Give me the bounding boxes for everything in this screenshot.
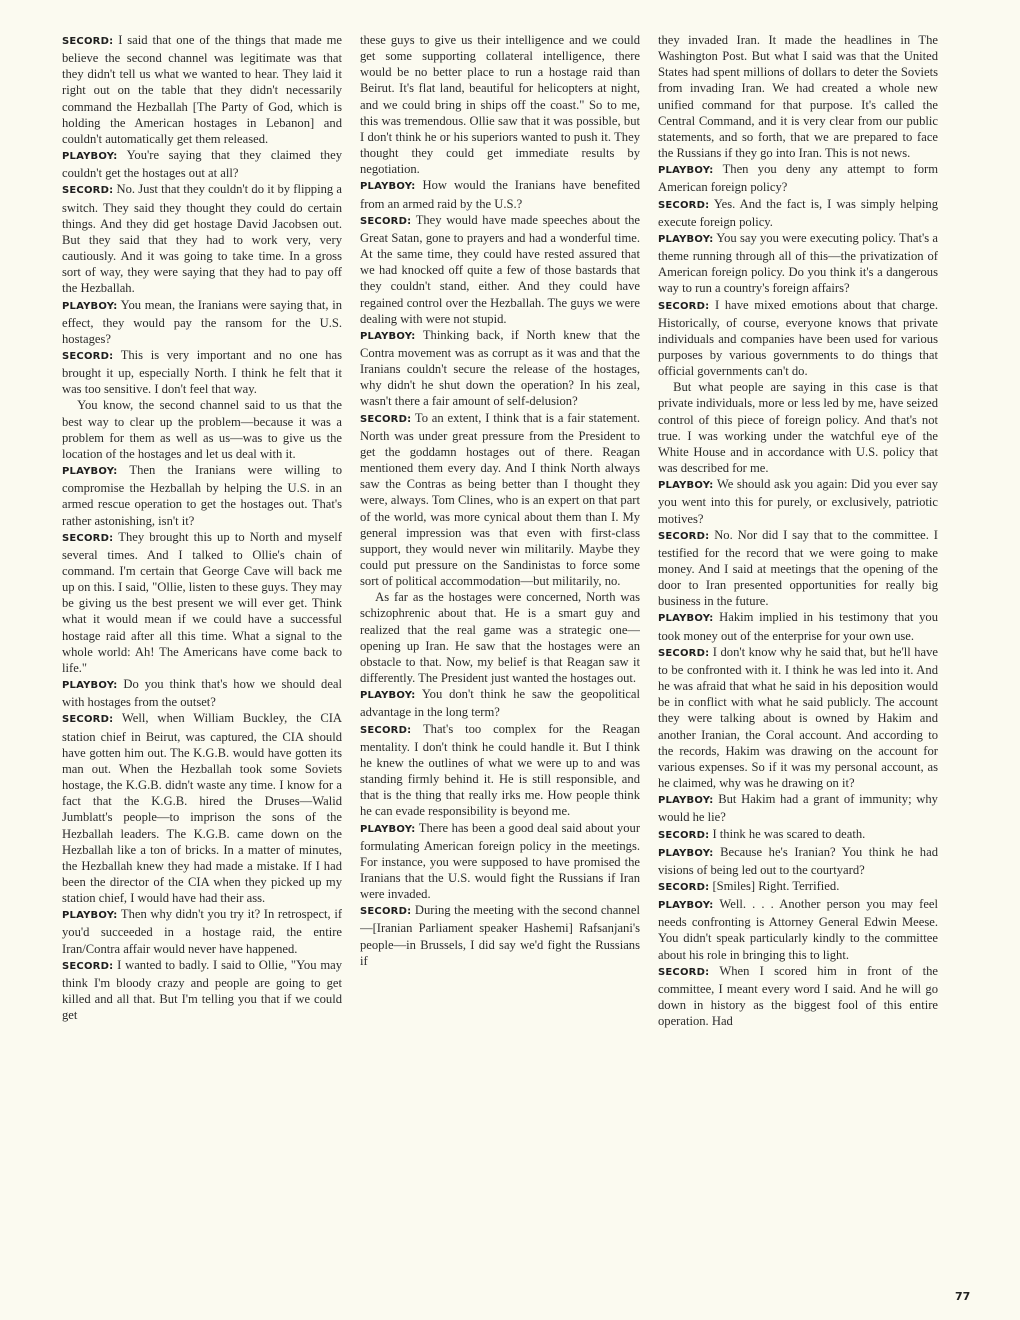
speaker-label: SECORD: [658,829,710,841]
paragraph-text: They brought this up to North and myself several times. And I talked to Ollie's chain of command. I'm certain that George Cave will back me up on this. I said, "Ollie, listen to these guys. They may be giving us the best present we will ever get. Think what it would mean if we could have a successful hostage raid after all this time. What a signal to the whole world: Ah! The Americans have come back to life." [62,529,342,675]
qa-paragraph [658,297,938,380]
qa-paragraph [62,32,342,147]
qa-paragraph [360,686,640,720]
qa-paragraph [62,181,342,296]
qa-paragraph [658,791,938,825]
speaker-label: PLAYBOY: [62,151,118,163]
paragraph-text: Thinking back, if North knew that the Contra movement was as corrupt as it was and that the Iranians couldn't secure the release of the hostages, why didn't he shut down the operation? In his zeal, wasn't there a fair amount of self-delusion? [360,327,640,409]
qa-paragraph [658,963,938,1030]
qa-paragraph [658,196,938,230]
speaker-label: SECORD: [360,906,412,918]
speaker-label: SECORD: [62,532,114,544]
paragraph-text: I have mixed emotions about that charge. Historically, of course, everyone knows that private individuals and companies have been used for various purposes by various governments to do things that official governments can't do. [658,297,938,379]
qa-paragraph [658,161,938,195]
qa-paragraph [658,844,938,878]
qa-paragraph [62,462,342,529]
qa-paragraph [62,147,342,181]
column-2 [360,32,640,1292]
qa-paragraph [658,476,938,526]
qa-paragraph [360,721,640,820]
column-1 [62,32,342,1292]
speaker-label: SECORD: [360,215,412,227]
body-paragraph [658,32,938,161]
qa-paragraph [360,327,640,410]
paragraph-text: As far as the hostages were concerned, North was schizophrenic about that. He is a smart guy and realized that the real game was a strategic one—opening up Iran. He saw that the hostages were an obstacle to that. Now, my belief is that Reagan saw it differently. The President just wanted the hostages out. [360,590,640,686]
qa-paragraph [62,676,342,710]
qa-paragraph [658,896,938,963]
speaker-label: SECORD: [62,36,114,47]
speaker-label: PLAYBOY: [360,823,416,835]
paragraph-text: During the meeting with the second channel—[Iranian Parliament speaker Hashemi] Rafsanjani's people—in Brussels, I did say we'd fight the Russians if [360,903,640,968]
speaker-label: PLAYBOY: [62,680,118,692]
speaker-label: PLAYBOY: [62,300,118,312]
speaker-label: SECORD: [658,647,710,659]
paragraph-text: We should ask you again: Did you ever say you went into this for purely, or exclusively, patriotic motives? [658,477,938,526]
qa-paragraph [360,902,640,969]
body-paragraph [62,397,342,462]
qa-paragraph [62,710,342,906]
qa-paragraph [62,347,342,397]
speaker-label: PLAYBOY: [62,910,118,922]
paragraph-text: To an extent, I think that is a fair statement. North was under great pressure from the President to get the goddamn hostages out of there. Reagan mentioned them every day. And I think North always saw the Contras as being better than I thought they were, always. Tom Clines, who is an expert on that part of the world, was more cynical about them than I. My general impression was that even with first-class support, they would never win militarily. Maybe they could put pressure on the Sandinistas to force some sort of political accommodation—but militarily, no. [360,410,640,589]
paragraph-text: There has been a good deal said about your formulating American foreign policy in the meetings. For instance, you were supposed to have promised the Iranians that the U.S. would fight the Russians if Iran were invaded. [360,820,640,902]
qa-paragraph [360,820,640,903]
paragraph-text: They would have made speeches about the Great Satan, gone to prayers and had a wonderful time. At the same time, they could have rested assured that we had knocked off quite a few of those bastards that they couldn't stand, either. And they could have regained control over the Hezballah. The guys we were dealing with were not stupid. [360,212,640,326]
speaker-label: SECORD: [658,300,710,312]
qa-paragraph [62,529,342,676]
speaker-label: PLAYBOY: [658,233,714,245]
speaker-label: SECORD: [658,199,710,211]
speaker-label: SECORD: [658,881,710,893]
paragraph-text: When I scored him in front of the committee, I meant every word I said. And he will go down in history as the biggest fool of this entire operation. Had [658,963,938,1029]
qa-paragraph [62,957,342,1024]
body-paragraph [360,32,640,177]
speaker-label: PLAYBOY: [360,330,416,342]
paragraph-text: Then why didn't you try it? In retrospect, if you'd succeeded in a hostage raid, the entire Iran/Contra affair would never have happened. [62,907,342,956]
paragraph-text: You don't think he saw the geopolitical advantage in the long term? [360,687,640,720]
speaker-label: PLAYBOY: [658,480,714,492]
paragraph-text: You say you were executing policy. That's a theme running through all of this—the privatization of American foreign policy. Do you think it's a dangerous way to run a country's foreign affairs? [658,230,938,296]
paragraph-text: You know, the second channel said to us that the best way to clear up the problem—because it was a problem for them as well as us—was to give us the location of the hostages and let us deal with it. [62,398,342,461]
paragraph-text: I wanted to badly. I said to Ollie, "You may think I'm bloody crazy and people are going to get killed and all that. But I'm telling you that if we could get [62,957,342,1023]
paragraph-text: Well, when William Buckley, the CIA station chief in Beirut, was captured, the CIA should have gotten him out. The K.G.B. would have gotten its man out. When the Hezballah took some Soviets hostage, the K.G.B. didn't waste any time. I know for a fact that the K.G.B. hired the Druses—Walid Jumblatt's people—to imprison the sons of the Hezballah leaders. The K.G.B. came down on the Hezballah like a ton of bricks. In a matter of minutes, the Hezballah knew they had made a mistake. If I had been the director of the CIA when they picked up my station chief, I would have had their ass. [62,711,342,906]
speaker-label: SECORD: [62,960,114,972]
paragraph-text: No. Just that they couldn't do it by flipping a switch. They said they thought they could do certain things. And they did get hostage David Jacobsen out. But they said that they had to work very, very cautiously. And it was going to take time. In a gross sort of way, they were saying that they had to pay off the Hezballah. [62,182,342,296]
paragraph-text: Because he's Iranian? You think he had visions of being led out to the courtyard? [658,844,938,877]
paragraph-text: But Hakim had a grant of immunity; why would he lie? [658,792,938,825]
speaker-label: SECORD: [360,413,412,425]
paragraph-text: How would the Iranians have benefited from an armed raid by the U.S.? [360,178,640,211]
column-3 [658,32,938,1292]
qa-paragraph [360,212,640,327]
speaker-label: PLAYBOY: [658,165,714,177]
qa-paragraph [360,410,640,590]
paragraph-text: Hakim implied in his testimony that you took money out of the enterprise for your own use. [658,610,938,643]
speaker-label: SECORD: [360,724,412,736]
speaker-label: PLAYBOY: [360,690,416,702]
paragraph-text: No. Nor did I say that to the committee. I testified for the record that we were going to make money. And I said at meetings that the opening of the door to Iran presented opportunities for really big business in the future. [658,527,938,609]
speaker-label: PLAYBOY: [658,900,714,912]
body-paragraph [658,379,938,476]
speaker-label: SECORD: [62,185,114,197]
paragraph-text: Well. . . . Another person you may feel needs confronting is Attorney General Edwin Meese. You didn't speak particularly kindly to the committee about his role in bringing this to light. [658,897,938,962]
speaker-label: PLAYBOY: [658,613,714,625]
qa-paragraph [62,297,342,347]
speaker-label: PLAYBOY: [658,847,714,859]
paragraph-text: Then the Iranians were willing to compromise the Hezballah by helping the U.S. in an armed rescue operation to get the hostages out. That's rather astonishing, isn't it? [62,463,342,528]
qa-paragraph [62,906,342,956]
speaker-label: SECORD: [62,714,114,726]
page-number: 77 [955,1290,971,1303]
paragraph-text: This is very important and no one has brought it up, especially North. I think he felt that it was too sensitive. I don't feel that way. [62,347,342,397]
qa-paragraph [658,230,938,297]
speaker-label: PLAYBOY: [658,795,714,807]
paragraph-text: You're saying that they claimed they couldn't get the hostages out at all? [62,148,342,181]
speaker-label: PLAYBOY: [360,181,416,193]
speaker-label: SECORD: [62,350,114,362]
paragraph-text: I think he was scared to death. [712,826,866,841]
qa-paragraph [658,527,938,610]
speaker-label: SECORD: [658,966,710,978]
qa-paragraph [658,826,938,844]
paragraph-text: they invaded Iran. It made the headlines in The Washington Post. But what I said was that the United States had spent millions of dollars to deter the Soviets from invading Iran. We had created a whole new unified command for that purpose. It's called the Central Command, and it is very clear from our public statements, and so forth, that we are prepared to face the Russians if they go into Iran. This is not news. [658,33,938,161]
paragraph-text: That's too complex for the Reagan mentality. I don't think he could handle it. But I think he knew the outlines of what we were up to and was standing firmly behind it. He is still responsible, and that is the thing that really irks me. How people think he can evade responsibility is beyond me. [360,721,640,819]
paragraph-text: [Smiles] Right. Terrified. [712,878,840,893]
paragraph-text: Do you think that's how we should deal with hostages from the outset? [62,677,342,710]
qa-paragraph [658,644,938,791]
paragraph-text: I don't know why he said that, but he'll have to be confronted with it. I think he was led into it. And he was afraid that what he said in his deposition would be in conflict with what he said publicly. The account they were talking about is owned by Hakim and another Iranian, the Coral account. And according to the records, Hakim was drawing on the account for various expenses. So if it was my personal account, as he claimed, why was he drawing on it? [658,644,938,791]
qa-paragraph [658,609,938,643]
qa-paragraph [658,878,938,896]
paragraph-text: But what people are saying in this case is that private individuals, more or less led by me, have seized control of this piece of foreign policy. And that's not true. I was working under the watchful eye of the White House and in accordance with U.S. policy that was described for me. [658,380,938,476]
qa-paragraph [360,177,640,211]
body-paragraph [360,589,640,686]
article-body [62,32,938,1292]
speaker-label: PLAYBOY: [62,466,118,478]
paragraph-text: Yes. And the fact is, I was simply helping execute foreign policy. [658,196,938,229]
speaker-label: SECORD: [658,530,710,542]
paragraph-text: Then you deny any attempt to form American foreign policy? [658,162,938,195]
paragraph-text: You mean, the Iranians were saying that, in effect, they would pay the ransom for the U.S. hostages? [62,297,342,346]
paragraph-text: these guys to give us their intelligence and we could get some supporting collateral intelligence, there would be no better place to run a hostage raid than Beirut. It's flat land, beautiful for helicopters at night, and we could bring in ships off the coast." So to me, this was tremendous. Ollie saw that it was possible, but I don't think he or his superiors wanted to push it. They thought they could get immediate results by negotiation. [360,33,640,177]
paragraph-text: I said that one of the things that made me believe the second channel was legitimate was that they didn't tell us what we wanted to hear. They laid it right out on the table that they didn't necessarily command the Hezballah [The Party of God, which is holding the American hostages in Lebanon] and couldn't automatically get them released. [62,33,342,146]
